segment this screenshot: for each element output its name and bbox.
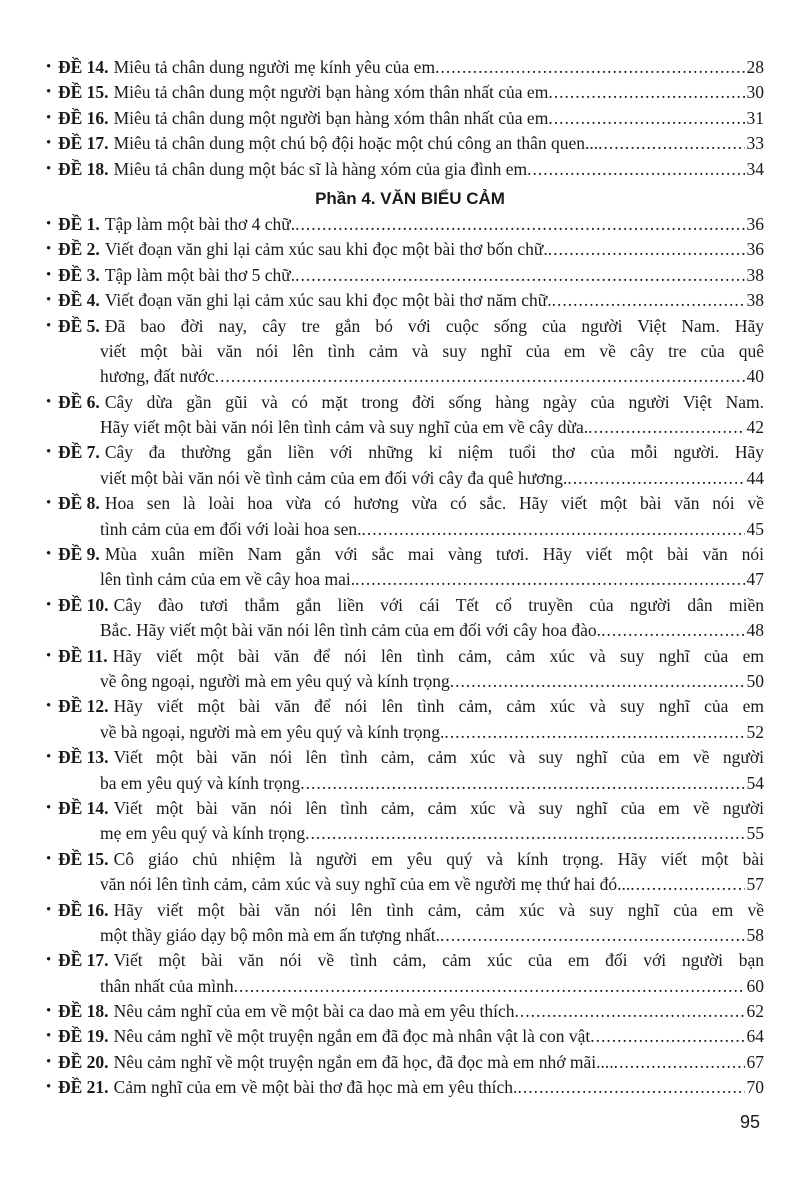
- entry-page-number: 30: [746, 82, 764, 103]
- entry-title-with-leader: [114, 1024, 745, 1049]
- dot-leader: [305, 821, 744, 846]
- entry-title: ba em yêu quý và kính trọng: [100, 772, 301, 793]
- toc-entry: [46, 796, 764, 847]
- bullet-icon: •: [46, 109, 52, 126]
- entry-title: Miêu tả chân dung một người bạn hàng xóm thân nhất của em: [113, 107, 549, 128]
- entry-label: ĐỀ 9.: [58, 544, 100, 565]
- section-heading: Phần 4. VĂN BIỂU CẢM: [315, 188, 505, 208]
- entry-title-with-leader: [105, 288, 745, 313]
- entry-page-number: 50: [746, 670, 764, 691]
- toc-entry-line: [46, 491, 764, 516]
- entry-label: ĐỀ 19.: [58, 1026, 109, 1047]
- toc-entry: [46, 288, 764, 313]
- toc-entry: [46, 440, 764, 491]
- toc-entry-line: [46, 390, 764, 415]
- toc-entry: [46, 314, 764, 390]
- bullet-icon: •: [46, 160, 52, 177]
- entry-label: ĐỀ 2.: [58, 239, 100, 260]
- toc-entry-line: [46, 364, 764, 389]
- entry-title: Nêu cảm nghĩ của em về một bài ca dao mà em yêu thích: [113, 1001, 515, 1022]
- entry-title: Hãy viết một bài văn để nói lên tình cảm, cảm xúc và suy nghĩ của em: [112, 645, 764, 666]
- entry-title: Bắc. Hãy viết một bài văn nói lên tình cảm của em đối với cây hoa đào.: [100, 620, 602, 641]
- entry-title: Mùa xuân miền Nam gắn với sắc mai vàng tươi. Hãy viết một bài văn nói: [104, 544, 764, 565]
- toc-entry-line: [46, 517, 764, 542]
- entry-page-number: 48: [746, 620, 764, 641]
- dot-leader: [300, 771, 744, 796]
- toc-entry-line: [46, 288, 764, 313]
- toc-entry-line: [46, 974, 764, 999]
- toc-entry: [46, 1024, 764, 1049]
- dot-leader: [355, 567, 744, 592]
- entry-page-number: 44: [746, 467, 764, 488]
- page-number: 95: [740, 1112, 761, 1132]
- entry-page-number: 38: [746, 290, 764, 311]
- entry-title: Cô giáo chủ nhiệm là người em yêu quý và kính trọng. Hãy viết một bài: [113, 848, 764, 869]
- toc-entry-line: [46, 694, 764, 719]
- entry-label: ĐỀ 21.: [58, 1077, 109, 1098]
- entry-page-number: 31: [746, 107, 764, 128]
- dot-leader: [588, 415, 744, 440]
- bullet-icon: •: [46, 317, 52, 334]
- entry-title-with-leader: [100, 821, 745, 846]
- entry-page-number: 40: [746, 366, 764, 387]
- entry-page-number: 36: [746, 213, 764, 234]
- entry-label: ĐỀ 7.: [58, 442, 100, 463]
- dot-leader: [517, 1075, 744, 1100]
- entry-label: ĐỀ 18.: [58, 158, 109, 179]
- entry-title: Hãy viết một bài văn nói lên tình cảm, cảm xúc và suy nghĩ của em về: [113, 899, 764, 920]
- entry-title-with-leader: [114, 55, 745, 80]
- toc-entry-line: [46, 593, 764, 618]
- entry-title: mẹ em yêu quý và kính trọng: [100, 823, 306, 844]
- bullet-icon: •: [46, 266, 52, 283]
- entry-label: ĐỀ 18.: [58, 1001, 109, 1022]
- toc-entry-line: [46, 618, 764, 643]
- entry-page-number: 70: [746, 1077, 764, 1098]
- dot-leader: [548, 106, 744, 131]
- entry-title-with-leader: [100, 974, 745, 999]
- entry-page-number: 64: [746, 1026, 764, 1047]
- entry-title-with-leader: [100, 466, 745, 491]
- dot-leader: [552, 288, 745, 313]
- entry-label: ĐỀ 13.: [58, 747, 109, 768]
- entry-title-with-leader: [114, 157, 745, 182]
- entry-title-with-leader: [114, 131, 745, 156]
- entry-label: ĐỀ 10.: [58, 594, 109, 615]
- toc-entry-line: [46, 237, 764, 262]
- entry-page-number: 28: [746, 57, 764, 77]
- entry-title-with-leader: [100, 669, 745, 694]
- toc-entry-line: [46, 567, 764, 592]
- toc-entry: [46, 948, 764, 999]
- entry-title-with-leader: [100, 415, 745, 440]
- toc-entry-line: [46, 415, 764, 440]
- toc-entry: [46, 390, 764, 441]
- entry-label: ĐỀ 14.: [58, 797, 109, 818]
- entry-page-number: 45: [746, 518, 764, 539]
- toc-entry: [46, 745, 764, 796]
- dot-leader: [598, 131, 744, 156]
- dot-leader: [295, 263, 744, 288]
- entry-title: thân nhất của mình: [100, 975, 234, 996]
- entry-label: ĐỀ 11.: [58, 645, 108, 666]
- bullet-icon: •: [46, 84, 52, 101]
- bullet-icon: •: [46, 444, 52, 461]
- toc-entry-line: [46, 771, 764, 796]
- toc-entry: [46, 644, 764, 695]
- entry-title: Cảm nghĩ của em về một bài thơ đã học mà em yêu thích.: [113, 1077, 518, 1098]
- entry-title: Hãy viết một bài văn nói lên tình cảm và suy nghĩ của em về cây dừa.: [100, 417, 589, 438]
- entry-label: ĐỀ 4.: [58, 290, 100, 311]
- bullet-icon: •: [46, 1053, 52, 1070]
- dot-leader: [295, 212, 744, 237]
- toc-entry-line: [46, 644, 764, 669]
- entry-title-with-leader: [100, 618, 745, 643]
- entry-title: Miêu tả chân dung một bác sĩ là hàng xóm của gia đình em: [113, 158, 528, 179]
- bullet-icon: •: [46, 1079, 52, 1096]
- bullet-icon: •: [46, 1003, 52, 1020]
- entry-label: ĐỀ 1.: [58, 213, 100, 234]
- entry-title-with-leader: [114, 80, 745, 105]
- entry-page-number: 34: [746, 158, 764, 179]
- toc-entry-line: [46, 212, 764, 237]
- entry-title: Cây đa thường gắn liền với những kỉ niệm tuổi thơ của mỗi người. Hãy: [104, 442, 764, 463]
- bullet-icon: •: [46, 292, 52, 309]
- entry-title: viết một bài văn nói lên tình cảm và suy nghĩ của em về cây tre của quê: [100, 340, 764, 361]
- toc-entry: [46, 694, 764, 745]
- toc-entry-line: [46, 898, 764, 923]
- entry-page-number: 55: [746, 823, 764, 844]
- entry-title: Viết một bài văn nói lên tình cảm, cảm xúc và suy nghĩ của em về người: [113, 797, 764, 818]
- toc-entry-line: [46, 847, 764, 872]
- entry-title-with-leader: [100, 872, 745, 897]
- entry-label: ĐỀ 5.: [58, 315, 100, 336]
- entry-title: một thầy giáo dạy bộ môn mà em ấn tượng nhất.: [100, 924, 440, 945]
- toc-entry: [46, 237, 764, 262]
- entry-title: Đã bao đời nay, cây tre gắn bó với cuộc sống của người Việt Nam. Hãy: [104, 315, 764, 336]
- entry-page-number: 57: [746, 874, 764, 895]
- entry-page-number: 58: [746, 924, 764, 945]
- entry-title: Tập làm một bài thơ 5 chữ.: [104, 264, 296, 285]
- entry-label: ĐỀ 15.: [58, 82, 109, 103]
- entry-title-with-leader: [114, 1050, 745, 1075]
- toc-entry-line: [46, 440, 764, 465]
- dot-leader: [444, 720, 744, 745]
- entry-title: Cây dừa gần gũi và có mặt trong đời sống hàng ngày của người Việt Nam.: [104, 391, 764, 412]
- toc-entry-line: [46, 80, 764, 105]
- toc-entry-line: [46, 745, 764, 770]
- toc-entry-line: [46, 314, 764, 339]
- dot-leader: [514, 999, 744, 1024]
- entry-page-number: 62: [746, 1001, 764, 1022]
- entry-page-number: 38: [746, 264, 764, 285]
- entry-title: Hoa sen là loài hoa vừa có hương vừa có sắc. Hãy viết một bài văn nói về: [104, 493, 764, 514]
- bullet-icon: •: [46, 59, 52, 75]
- toc-entry: [46, 1075, 764, 1100]
- entry-title: Miêu tả chân dung một người bạn hàng xóm thân nhất của em: [113, 82, 549, 103]
- entry-title-with-leader: [105, 237, 745, 262]
- bullet-icon: •: [46, 495, 52, 512]
- dot-leader: [630, 872, 744, 897]
- entry-title-with-leader: [100, 771, 745, 796]
- entry-title: tình cảm của em đối với loài hoa sen.: [100, 518, 362, 539]
- toc-entry-line: [46, 106, 764, 131]
- bullet-icon: •: [46, 1028, 52, 1045]
- entry-title-with-leader: [100, 567, 745, 592]
- toc-entry-line: [46, 872, 764, 897]
- dot-leader: [601, 618, 744, 643]
- entry-page-number: 67: [746, 1051, 764, 1072]
- entry-title: Nêu cảm nghĩ về một truyện ngắn em đã học, đã đọc mà em nhớ mãi....: [113, 1051, 614, 1072]
- dot-leader: [215, 364, 745, 389]
- dot-leader: [450, 669, 745, 694]
- toc-entry: [46, 999, 764, 1024]
- toc-entry-line: [46, 669, 764, 694]
- entry-label: ĐỀ 17.: [58, 950, 109, 971]
- entry-title: về ông ngoại, người mà em yêu quý và kính trọng: [100, 670, 450, 691]
- entry-title: văn nói lên tình cảm, cảm xúc và suy nghĩ của em về người mẹ thứ hai đó...: [100, 874, 631, 895]
- toc-entry: [46, 1050, 764, 1075]
- toc-entry: [46, 491, 764, 542]
- entry-title: Viết đoạn văn ghi lại cảm xúc sau khi đọc một bài thơ năm chữ.: [104, 290, 552, 311]
- dot-leader: [234, 974, 745, 999]
- entry-title-with-leader: [105, 263, 745, 288]
- dot-leader: [435, 55, 744, 80]
- toc-entry-line: [46, 339, 764, 364]
- entry-label: ĐỀ 20.: [58, 1051, 109, 1072]
- toc-entry-line: [46, 821, 764, 846]
- entry-title-with-leader: [100, 923, 745, 948]
- toc-entry: [46, 157, 764, 182]
- entry-title: Tập làm một bài thơ 4 chữ.: [104, 213, 296, 234]
- dot-leader: [527, 157, 744, 182]
- toc-entry-line: [46, 55, 764, 80]
- bullet-icon: •: [46, 698, 52, 715]
- bullet-icon: •: [46, 546, 52, 563]
- entry-title-with-leader: [114, 106, 745, 131]
- entry-page-number: 42: [746, 417, 764, 438]
- entry-title-with-leader: [100, 720, 745, 745]
- dot-leader: [590, 1024, 744, 1049]
- dot-leader: [548, 237, 745, 262]
- dot-leader: [548, 80, 744, 105]
- bullet-icon: •: [46, 850, 52, 867]
- toc-entry-line: [46, 1050, 764, 1075]
- entry-label: ĐỀ 14.: [58, 57, 109, 77]
- toc-entry: [46, 847, 764, 898]
- bullet-icon: •: [46, 799, 52, 816]
- toc-entry: [46, 212, 764, 237]
- entry-page-number: 52: [746, 721, 764, 742]
- toc-entry-line: [46, 999, 764, 1024]
- entry-label: ĐỀ 12.: [58, 696, 109, 717]
- entry-title-with-leader: [105, 212, 745, 237]
- toc-entry-line: [46, 466, 764, 491]
- toc-entry-line: [46, 131, 764, 156]
- toc-entry-line: [46, 923, 764, 948]
- toc-entry-line: [46, 1075, 764, 1100]
- entry-title: Miêu tả chân dung người mẹ kính yêu của em: [113, 57, 436, 77]
- entry-label: ĐỀ 16.: [58, 899, 109, 920]
- toc-entry-line: [46, 948, 764, 973]
- toc-entry: [46, 55, 764, 80]
- dot-leader: [567, 466, 744, 491]
- toc-entry: [46, 131, 764, 156]
- entry-title: Viết một bài văn nói lên tình cảm, cảm xúc và suy nghĩ của em về người: [113, 747, 764, 768]
- dot-leader: [614, 1050, 745, 1075]
- entry-title-with-leader: [100, 517, 745, 542]
- entry-title-with-leader: [114, 999, 745, 1024]
- bullet-icon: •: [46, 749, 52, 766]
- entry-title: về bà ngoại, người mà em yêu quý và kính trọng.: [100, 721, 445, 742]
- toc-entry: [46, 593, 764, 644]
- entry-label: ĐỀ 16.: [58, 107, 109, 128]
- entry-page-number: 36: [746, 239, 764, 260]
- toc-entry: [46, 106, 764, 131]
- entry-label: ĐỀ 6.: [58, 391, 100, 412]
- entry-title: lên tình cảm của em về cây hoa mai.: [100, 569, 356, 590]
- entry-label: ĐỀ 8.: [58, 493, 100, 514]
- entry-label: ĐỀ 15.: [58, 848, 109, 869]
- bullet-icon: •: [46, 901, 52, 918]
- entry-label: ĐỀ 17.: [58, 133, 109, 154]
- toc-entry-line: [46, 542, 764, 567]
- bullet-icon: •: [46, 135, 52, 152]
- entry-title: Miêu tả chân dung một chú bộ đội hoặc một chú công an thân quen...: [113, 133, 599, 154]
- toc-entry: [46, 80, 764, 105]
- entry-page-number: 60: [746, 975, 764, 996]
- bullet-icon: •: [46, 596, 52, 613]
- entry-title-with-leader: [100, 364, 745, 389]
- entry-label: ĐỀ 3.: [58, 264, 100, 285]
- toc-entry-line: [46, 157, 764, 182]
- entry-title: Viết một bài văn nói về tình cảm, cảm xúc của em đối với người bạn: [113, 950, 764, 971]
- toc-entry: [46, 542, 764, 593]
- toc-entry-line: [46, 720, 764, 745]
- entry-title: hương, đất nước: [100, 366, 215, 387]
- entry-page-number: 47: [746, 569, 764, 590]
- entry-title: Cây đào tươi thắm gắn liền với cái Tết cổ truyền của người dân miền: [113, 594, 764, 615]
- entry-title: viết một bài văn nói về tình cảm của em đối với cây đa quê hương.: [100, 467, 568, 488]
- bullet-icon: •: [46, 215, 52, 232]
- toc-entry: [46, 898, 764, 949]
- bullet-icon: •: [46, 952, 52, 969]
- toc-entry: [46, 263, 764, 288]
- table-of-contents: [46, 55, 764, 1101]
- entry-title: Nêu cảm nghĩ về một truyện ngắn em đã đọc mà nhân vật là con vật: [113, 1026, 591, 1047]
- entry-page-number: 54: [746, 772, 764, 793]
- toc-entry-line: [46, 1024, 764, 1049]
- toc-entry-line: [46, 796, 764, 821]
- bullet-icon: •: [46, 241, 52, 258]
- toc-entry-line: [46, 263, 764, 288]
- bullet-icon: •: [46, 393, 52, 410]
- dot-leader: [440, 923, 745, 948]
- entry-page-number: 33: [746, 133, 764, 154]
- entry-title-with-leader: [114, 1075, 745, 1100]
- bullet-icon: •: [46, 647, 52, 664]
- dot-leader: [361, 517, 744, 542]
- entry-title: Hãy viết một bài văn để nói lên tình cảm, cảm xúc và suy nghĩ của em: [113, 696, 764, 717]
- entry-title: Viết đoạn văn ghi lại cảm xúc sau khi đọc một bài thơ bốn chữ.: [104, 239, 548, 260]
